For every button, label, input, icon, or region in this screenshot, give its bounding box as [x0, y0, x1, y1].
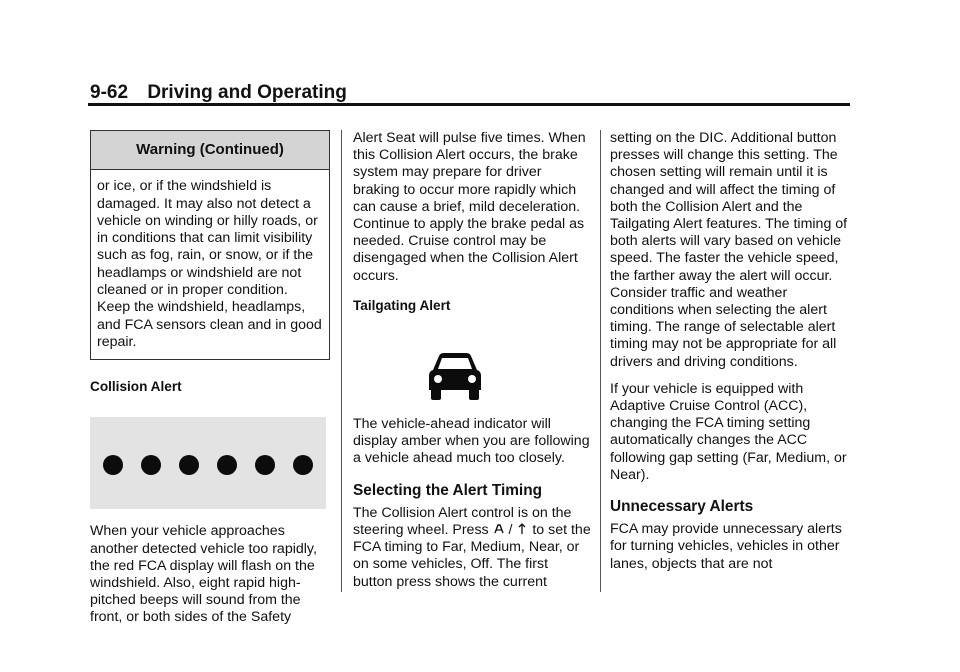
acc-paragraph: If your vehicle is equipped with Adaptive Cruise Control (ACC), changing the FCA timing setting automatically changes the ACC following gap setting (Far, Medium, or Near). — [610, 380, 847, 483]
collision-alert-dot — [217, 455, 237, 475]
column-3 — [610, 130, 852, 573]
column-1 — [90, 130, 330, 627]
collision-alert-display — [90, 417, 326, 509]
column-2 — [353, 130, 591, 591]
page-number: 9-62 — [90, 82, 129, 103]
collision-alert-dot — [293, 455, 313, 475]
warning-title: Warning (Continued) — [91, 131, 329, 170]
alert-timing-text-b: to set the FCA timing to Far, Medium, Near, or on some vehicles, Off. The first button press shows the current — [353, 522, 591, 590]
unnecessary-alerts-heading: Unnecessary Alerts — [610, 498, 754, 516]
alert-timing-separator: / — [504, 522, 517, 539]
warning-body: or ice, or if the windshield is damaged. It may also not detect a vehicle on winding or hilly roads, or in conditions that can limit visibility such as fog, rain, or snow, or if the headlamps or windshield are not cleaned or in proper condition. Keep the windshield, headlamps, and FCA sensors clean and in good repair. — [97, 178, 322, 350]
collision-alert-paragraph: When your vehicle approaches another detected vehicle too rapidly, the red FCA display will flash on the windshield. Also, eight rapid high-pitched beeps will sound from the front, or both sides of the Safety — [90, 523, 317, 626]
column-divider — [600, 130, 601, 592]
vehicle-ahead-paragraph: The vehicle-ahead indicator will display amber when you are following a vehicle ahead much too closely. — [353, 416, 590, 467]
collision-alert-timing-icon-alt — [516, 523, 528, 535]
unnecessary-alerts-paragraph: FCA may provide unnecessary alerts for turning vehicles, vehicles in other lanes, objects that are not — [610, 521, 842, 572]
warning-box — [90, 130, 330, 360]
tailgating-alert-heading: Tailgating Alert — [353, 297, 451, 313]
vehicle-ahead-icon — [425, 350, 485, 402]
collision-alert-continued: Alert Seat will pulse five times. When this Collision Alert occurs, the brake system may prepare for driver braking to occur more rapidly which can cause a brief, mild deceleration. Continue to apply the brake pedal as needed. Cruise control may be disengaged when the Collision Alert occurs. — [353, 130, 586, 284]
collision-alert-timing-icon — [493, 523, 505, 535]
alert-timing-paragraph — [353, 505, 591, 591]
header-rule — [88, 103, 850, 106]
collision-alert-heading: Collision Alert — [90, 379, 182, 395]
collision-alert-dot — [179, 455, 199, 475]
alert-timing-continued: setting on the DIC. Additional button presses will change this setting. The chosen setting will remain until it is changed and will affect the timing of both the Collision Alert and the Tailgating Alert features. The timing of both alerts will vary based on vehicle speed. The faster the vehicle speed, the farther away the alert will occur. Consider traffic and weather conditions when selecting the alert timing. The range of selectable alert timing may not be appropriate for all drivers and driving conditions. — [610, 130, 848, 370]
column-divider — [341, 130, 342, 592]
collision-alert-dot — [141, 455, 161, 475]
collision-alert-dot — [255, 455, 275, 475]
alert-timing-text-a: The Collision Alert control is on the steering wheel. Press — [353, 504, 572, 539]
collision-alert-dot — [103, 455, 123, 475]
alert-timing-heading: Selecting the Alert Timing — [353, 481, 542, 499]
section-title: Driving and Operating — [147, 82, 347, 103]
page-header — [90, 82, 347, 104]
